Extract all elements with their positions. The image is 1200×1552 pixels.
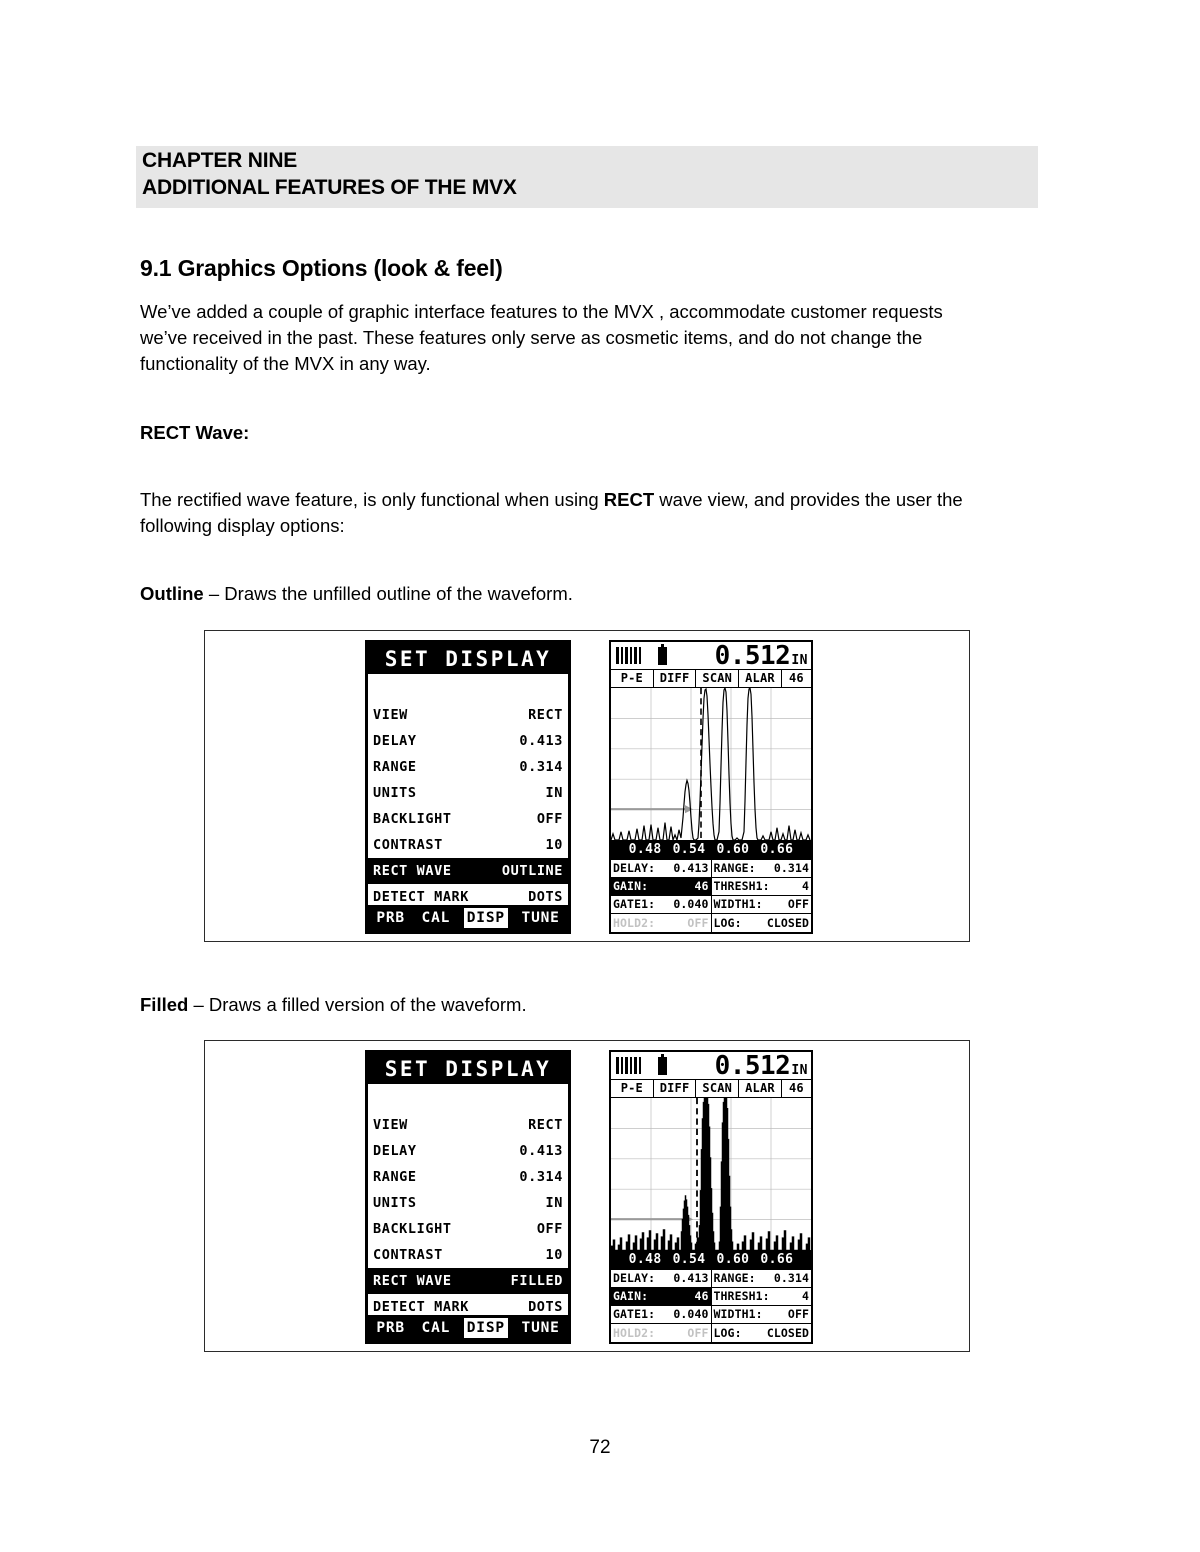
param-label: DELAY: bbox=[613, 861, 656, 875]
param-value: 46 bbox=[694, 879, 709, 893]
tab-disp[interactable]: DISP bbox=[464, 908, 508, 928]
section-heading: 9.1 Graphics Options (look & feel) bbox=[140, 255, 503, 281]
scope-mode-bar bbox=[611, 670, 811, 688]
axis-tick-2: 0.60 bbox=[716, 842, 750, 857]
menu-item-label: RANGE bbox=[373, 1169, 417, 1185]
param-gate1[interactable] bbox=[611, 1306, 712, 1323]
menu-item-label: DELAY bbox=[373, 733, 417, 749]
param-width1[interactable] bbox=[712, 1306, 812, 1323]
param-gain[interactable] bbox=[611, 1288, 712, 1305]
plot-axis-labels bbox=[611, 840, 811, 859]
param-log[interactable] bbox=[712, 914, 812, 932]
param-gate1[interactable] bbox=[611, 896, 712, 913]
param-row bbox=[611, 1270, 811, 1288]
param-width1[interactable] bbox=[712, 896, 812, 913]
param-hold2[interactable] bbox=[611, 1324, 712, 1342]
thickness-value: 0.512 bbox=[714, 1050, 791, 1081]
outline-caption bbox=[140, 581, 980, 607]
param-value: OFF bbox=[787, 1307, 809, 1321]
axis-tick-0: 0.48 bbox=[628, 842, 662, 857]
axis-tick-1: 0.54 bbox=[672, 842, 706, 857]
param-row bbox=[611, 896, 811, 914]
param-value: 46 bbox=[694, 1289, 709, 1303]
param-label: GAIN: bbox=[613, 1289, 649, 1303]
menu-item-label: BACKLIGHT bbox=[373, 1221, 452, 1237]
chapter-number-line: CHAPTER NINE bbox=[142, 149, 298, 172]
menu-item-label: UNITS bbox=[373, 785, 417, 801]
menu-tab-bar bbox=[368, 905, 568, 931]
param-delay[interactable] bbox=[611, 1270, 712, 1287]
waveform-plot-outline bbox=[611, 688, 811, 840]
scope-parameter-grid bbox=[611, 859, 811, 932]
param-value: OFF bbox=[687, 915, 709, 930]
signal-bars-icon bbox=[616, 647, 641, 664]
menu-item-value: RECT bbox=[528, 707, 563, 723]
param-value: 4 bbox=[801, 879, 809, 893]
scope-display-filled bbox=[609, 1050, 813, 1344]
scope-status-bar bbox=[611, 1052, 811, 1080]
menu-item-rect-wave[interactable] bbox=[368, 1268, 568, 1294]
filled-caption-rest: – Draws a filled version of the waveform. bbox=[188, 994, 527, 1015]
param-label: WIDTH1: bbox=[713, 897, 763, 911]
axis-tick-2: 0.60 bbox=[716, 1252, 750, 1267]
menu-item-value: 10 bbox=[545, 837, 563, 853]
mode-diff[interactable]: DIFF bbox=[654, 670, 697, 687]
param-label: HOLD2: bbox=[613, 915, 656, 930]
param-gain[interactable] bbox=[611, 878, 712, 895]
waveform-svg bbox=[611, 688, 811, 840]
param-row bbox=[611, 914, 811, 932]
figure-filled bbox=[204, 1040, 970, 1352]
mode-alar[interactable]: ALAR bbox=[739, 670, 782, 687]
param-label: DELAY: bbox=[613, 1271, 656, 1285]
param-label: THRESH1: bbox=[713, 879, 770, 893]
menu-item-range[interactable] bbox=[368, 1164, 568, 1190]
rectified-text-bold: RECT bbox=[603, 489, 655, 510]
waveform-trace bbox=[611, 1098, 810, 1250]
menu-item-label: RANGE bbox=[373, 759, 417, 775]
axis-tick-3: 0.66 bbox=[760, 1252, 794, 1267]
mode-diff[interactable]: DIFF bbox=[654, 1080, 697, 1097]
plot-gridlines bbox=[611, 688, 811, 840]
menu-item-label: VIEW bbox=[373, 707, 408, 723]
param-range[interactable] bbox=[712, 1270, 812, 1287]
rectified-text-part2: wave view, and provides the user the following display options: bbox=[140, 489, 963, 536]
page-number: 72 bbox=[589, 1437, 611, 1458]
filled-caption-bold: Filled bbox=[140, 994, 189, 1015]
tab-tune[interactable]: TUNE bbox=[521, 1320, 560, 1336]
param-row bbox=[611, 860, 811, 878]
axis-tick-1: 0.54 bbox=[672, 1252, 706, 1267]
tab-cal[interactable]: CAL bbox=[421, 1320, 451, 1336]
waveform-svg bbox=[611, 1098, 811, 1250]
menu-item-label: VIEW bbox=[373, 1117, 408, 1133]
tab-tune[interactable]: TUNE bbox=[521, 910, 560, 926]
mode-gain-readout: 46 bbox=[788, 671, 804, 685]
menu-item-value: DOTS bbox=[528, 889, 563, 905]
menu-item-label: RECT WAVE bbox=[373, 863, 452, 879]
menu-spacer bbox=[368, 1084, 568, 1112]
menu-item-delay[interactable] bbox=[368, 728, 568, 754]
param-label: GATE1: bbox=[613, 897, 656, 911]
menu-item-value: IN bbox=[545, 1195, 563, 1211]
tab-prb[interactable]: PRB bbox=[376, 1320, 405, 1336]
menu-item-units[interactable] bbox=[368, 780, 568, 806]
thickness-unit: IN bbox=[791, 652, 808, 668]
tab-prb[interactable]: PRB bbox=[376, 910, 405, 926]
menu-item-label: CONTRAST bbox=[373, 837, 443, 853]
param-label: WIDTH1: bbox=[713, 1307, 763, 1321]
param-label: GATE1: bbox=[613, 1307, 656, 1321]
chapter-header-band bbox=[136, 146, 1038, 208]
menu-item-view[interactable] bbox=[368, 1112, 568, 1138]
intro-paragraph: We’ve added a couple of graphic interface features to the MVX , accommodate customer requests we’ve received in the past. These features only serve as cosmetic items, and do not change the functionality of the MVX in any way. bbox=[140, 301, 943, 374]
menu-item-value: FILLED bbox=[510, 1273, 563, 1289]
menu-item-range[interactable] bbox=[368, 754, 568, 780]
menu-tab-bar bbox=[368, 1315, 568, 1341]
set-display-menu-outline bbox=[365, 640, 571, 934]
figure-outline bbox=[204, 630, 970, 942]
battery-icon bbox=[658, 1057, 667, 1075]
chapter-title-line: ADDITIONAL FEATURES OF THE MVX bbox=[142, 176, 517, 199]
menu-item-value: 0.413 bbox=[519, 733, 563, 749]
param-row bbox=[611, 1288, 811, 1306]
thickness-readout bbox=[715, 1051, 808, 1081]
menu-item-label: BACKLIGHT bbox=[373, 811, 452, 827]
menu-spacer bbox=[368, 674, 568, 702]
param-delay[interactable] bbox=[611, 860, 712, 877]
param-value: CLOSED bbox=[766, 915, 809, 930]
param-value: 0.413 bbox=[673, 1271, 709, 1285]
param-thresh1[interactable] bbox=[712, 878, 812, 895]
axis-tick-0: 0.48 bbox=[628, 1252, 662, 1267]
waveform-plot-filled bbox=[611, 1098, 811, 1250]
mode-scan[interactable]: SCAN bbox=[696, 670, 739, 687]
menu-item-value: 0.314 bbox=[519, 1169, 563, 1185]
param-row bbox=[611, 1306, 811, 1324]
param-hold2[interactable] bbox=[611, 914, 712, 932]
param-row bbox=[611, 1324, 811, 1342]
menu-item-value: IN bbox=[545, 785, 563, 801]
menu-title: SET DISPLAY bbox=[368, 1053, 568, 1084]
menu-item-value: 10 bbox=[545, 1247, 563, 1263]
mode-pe[interactable]: P-E bbox=[611, 670, 654, 687]
menu-item-contrast[interactable] bbox=[368, 832, 568, 858]
param-label: LOG: bbox=[713, 1325, 742, 1340]
menu-item-value: OUTLINE bbox=[501, 863, 563, 879]
thickness-value: 0.512 bbox=[714, 640, 791, 671]
param-label: LOG: bbox=[713, 915, 742, 930]
menu-title: SET DISPLAY bbox=[368, 643, 568, 674]
param-value: 0.040 bbox=[673, 1307, 709, 1321]
gate-marker-line bbox=[611, 805, 693, 813]
outline-caption-bold: Outline bbox=[140, 583, 204, 604]
menu-item-label: DETECT MARK bbox=[373, 1299, 470, 1315]
param-label: RANGE: bbox=[713, 861, 756, 875]
rectified-text-part1: The rectified wave feature, is only functional when using bbox=[140, 489, 604, 510]
menu-item-label: RECT WAVE bbox=[373, 1273, 452, 1289]
param-value: OFF bbox=[787, 897, 809, 911]
param-label: HOLD2: bbox=[613, 1325, 656, 1340]
menu-item-value: DOTS bbox=[528, 1299, 563, 1315]
rect-wave-subheading: RECT Wave: bbox=[140, 422, 250, 443]
param-value: 0.314 bbox=[773, 1271, 809, 1285]
menu-item-value: OFF bbox=[536, 1221, 563, 1237]
menu-item-value: 0.413 bbox=[519, 1143, 563, 1159]
menu-item-value: RECT bbox=[528, 1117, 563, 1133]
param-value: OFF bbox=[687, 1325, 709, 1340]
scope-parameter-grid bbox=[611, 1269, 811, 1342]
mode-pe[interactable]: P-E bbox=[611, 1080, 654, 1097]
battery-icon bbox=[658, 647, 667, 665]
scope-mode-bar bbox=[611, 1080, 811, 1098]
scope-status-bar bbox=[611, 642, 811, 670]
plot-axis-labels bbox=[611, 1250, 811, 1269]
param-thresh1[interactable] bbox=[712, 1288, 812, 1305]
signal-bars-icon bbox=[616, 1057, 641, 1074]
param-row bbox=[611, 878, 811, 896]
menu-item-value: 0.314 bbox=[519, 759, 563, 775]
param-range[interactable] bbox=[712, 860, 812, 877]
filled-caption bbox=[140, 992, 980, 1018]
param-value: 0.413 bbox=[673, 861, 709, 875]
mode-gain-readout: 46 bbox=[788, 1081, 804, 1095]
thickness-unit: IN bbox=[791, 1062, 808, 1078]
menu-item-view[interactable] bbox=[368, 702, 568, 728]
menu-item-backlight[interactable] bbox=[368, 806, 568, 832]
param-label: RANGE: bbox=[713, 1271, 756, 1285]
outline-caption-rest: – Draws the unfilled outline of the waveform. bbox=[203, 583, 573, 604]
menu-item-label: CONTRAST bbox=[373, 1247, 443, 1263]
param-value: 0.314 bbox=[773, 861, 809, 875]
param-log[interactable] bbox=[712, 1324, 812, 1342]
thickness-readout bbox=[715, 641, 808, 671]
mode-alar[interactable]: ALAR bbox=[739, 1080, 782, 1097]
rectified-wave-paragraph bbox=[140, 487, 980, 539]
menu-item-rect-wave[interactable] bbox=[368, 858, 568, 884]
param-value: 0.040 bbox=[673, 897, 709, 911]
param-value: CLOSED bbox=[766, 1325, 809, 1340]
param-label: THRESH1: bbox=[713, 1289, 770, 1303]
menu-item-label: DETECT MARK bbox=[373, 889, 470, 905]
param-label: GAIN: bbox=[613, 879, 649, 893]
menu-item-contrast[interactable] bbox=[368, 1242, 568, 1268]
waveform-trace bbox=[611, 688, 810, 840]
tab-disp[interactable]: DISP bbox=[464, 1318, 508, 1338]
gate-marker-line bbox=[611, 1215, 693, 1223]
menu-item-label: UNITS bbox=[373, 1195, 417, 1211]
menu-item-backlight[interactable] bbox=[368, 1216, 568, 1242]
tab-cal[interactable]: CAL bbox=[421, 910, 451, 926]
scope-display-outline bbox=[609, 640, 813, 934]
menu-item-label: DELAY bbox=[373, 1143, 417, 1159]
set-display-menu-filled bbox=[365, 1050, 571, 1344]
axis-tick-3: 0.66 bbox=[760, 842, 794, 857]
menu-item-delay[interactable] bbox=[368, 1138, 568, 1164]
menu-item-units[interactable] bbox=[368, 1190, 568, 1216]
menu-item-value: OFF bbox=[536, 811, 563, 827]
param-value: 4 bbox=[801, 1289, 809, 1303]
mode-scan[interactable]: SCAN bbox=[696, 1080, 739, 1097]
